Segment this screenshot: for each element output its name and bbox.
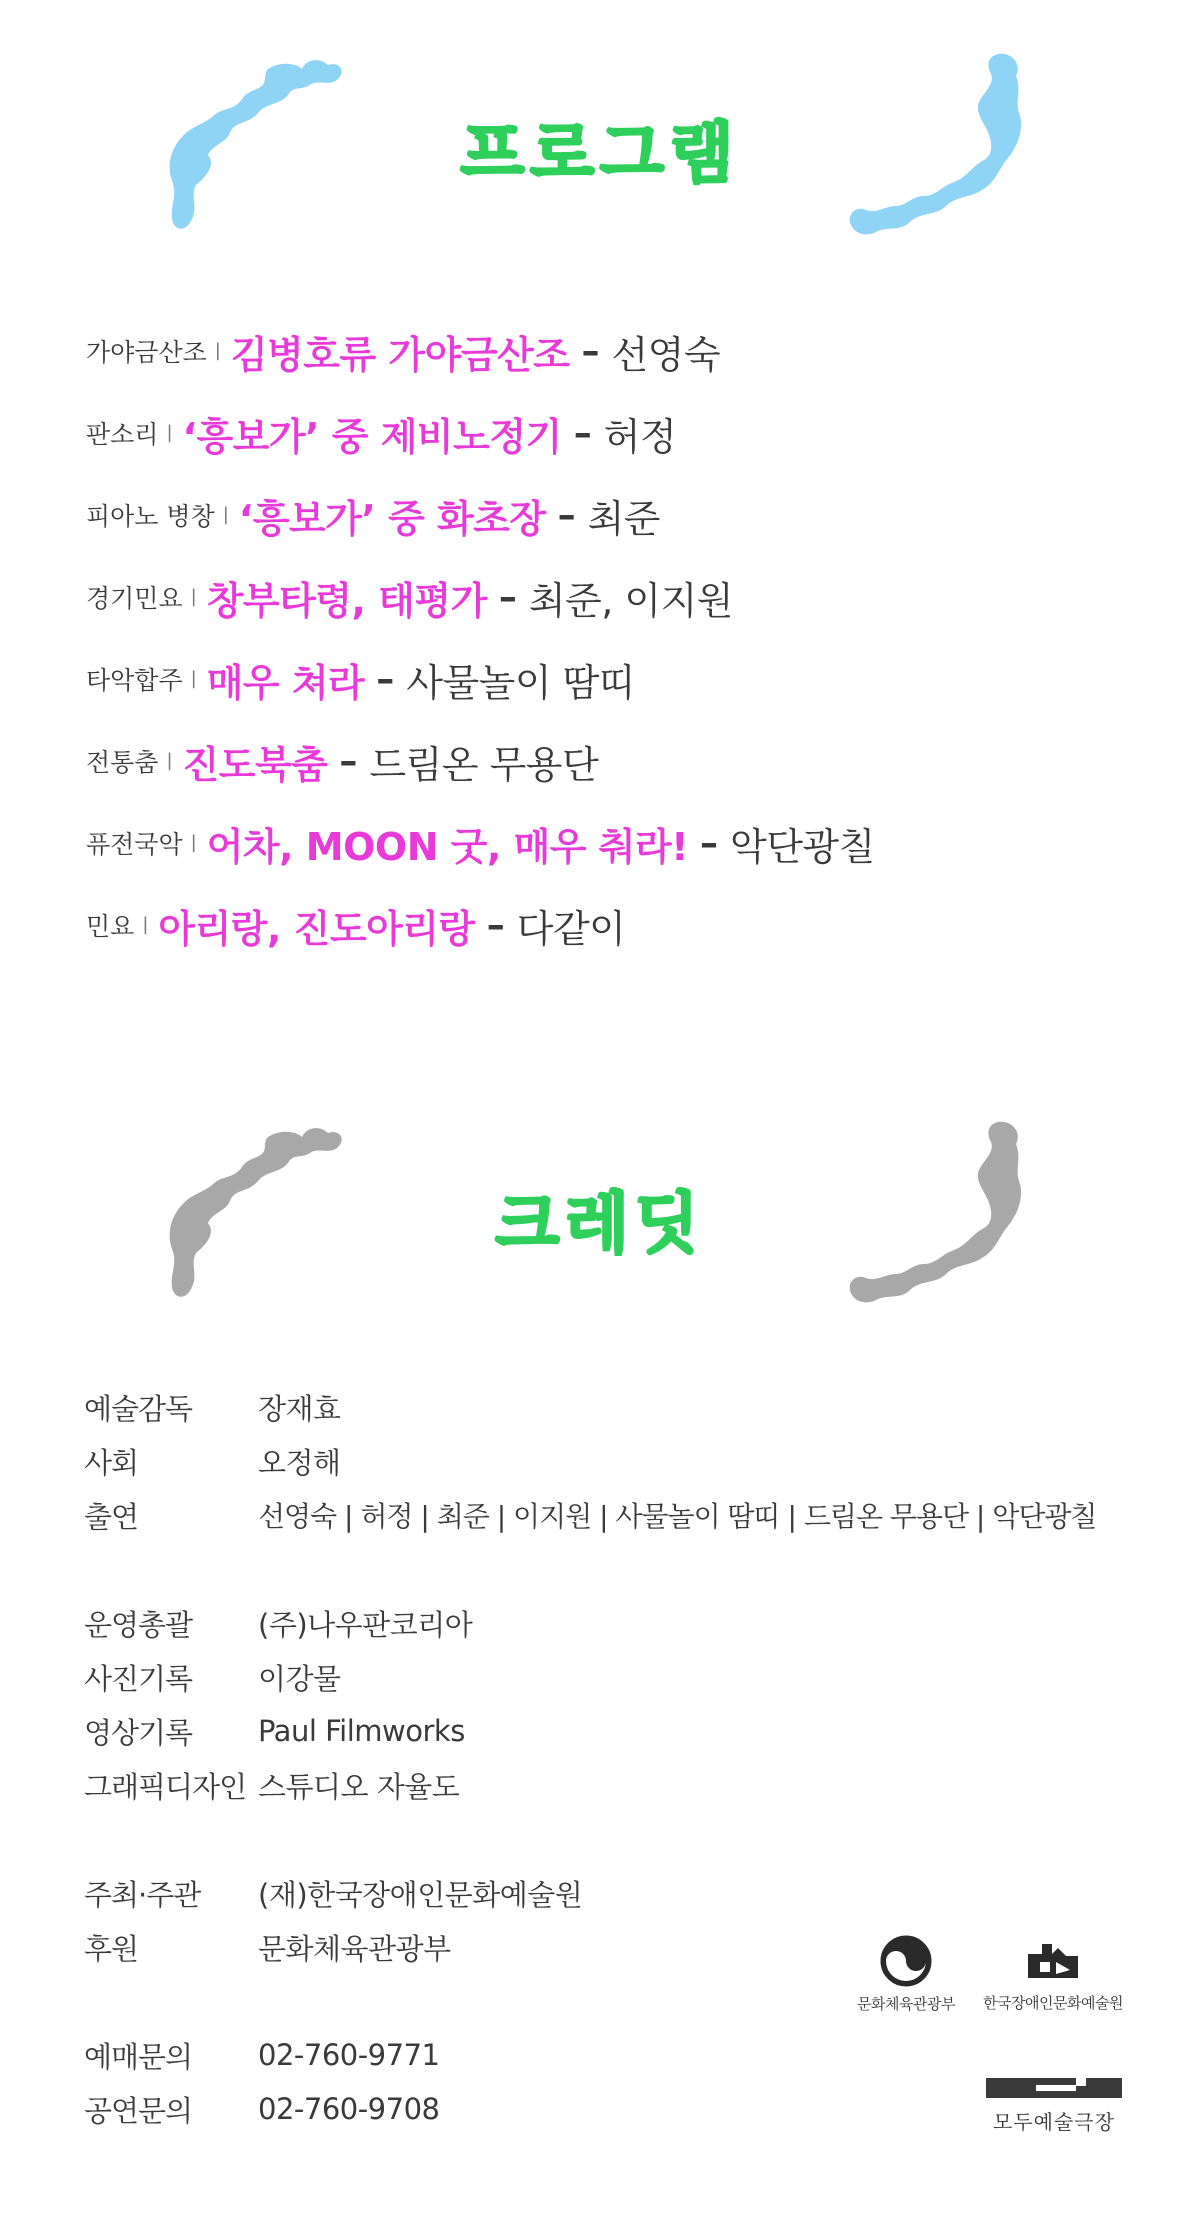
program-genre: 판소리 [86, 420, 159, 449]
program-genre: 타악합주 [86, 666, 183, 695]
separator: | [222, 503, 229, 525]
program-performer: 악단광칠 [730, 824, 875, 869]
program-genre: 가야금산조 [86, 338, 207, 367]
dash: – [339, 740, 358, 782]
credit-value: 이강물 [258, 1661, 341, 1696]
program-genre: 퓨전국악 [86, 830, 183, 859]
program-performer: 사물놀이 땀띠 [406, 660, 636, 705]
program-title: 어차, MOON 굿, 매우 춰라! [206, 824, 688, 869]
program-item [86, 392, 1166, 474]
program-item [86, 884, 1166, 966]
separator: | [166, 421, 173, 443]
credits-list [84, 1380, 1164, 2136]
credit-label: 사진기록 [84, 1661, 193, 1696]
program-item [86, 474, 1166, 556]
credit-label: 공연문의 [84, 2093, 193, 2128]
credit-row [84, 1488, 1164, 1542]
separator: | [190, 667, 197, 689]
credit-row [84, 1758, 1164, 1812]
dash: – [486, 904, 505, 946]
credit-value: 장재효 [258, 1391, 341, 1426]
separator: | [190, 831, 197, 853]
credit-row [84, 1596, 1164, 1650]
program-item [86, 720, 1166, 802]
credit-value: (주)나우판코리아 [258, 1607, 473, 1642]
credit-value: 스튜디오 자율도 [258, 1769, 460, 1804]
program-performer: 다같이 [516, 906, 626, 951]
credit-label: 예매문의 [84, 2039, 193, 2074]
credit-label: 주최·주관 [84, 1877, 201, 1912]
program-title: 아리랑, 진도아리랑 [158, 906, 475, 951]
credit-section-title: 크레딧 [495, 1185, 705, 1262]
program-performer: 드림온 무용단 [369, 742, 599, 787]
credit-label: 운영총괄 [84, 1607, 193, 1642]
program-title: ‘흥보가’ 중 화초장 [238, 496, 546, 541]
program-performer: 최준, 이지원 [528, 578, 734, 623]
dash: – [498, 576, 517, 618]
credit-label: 출연 [84, 1499, 139, 1534]
credit-row [84, 1380, 1164, 1434]
program-item [86, 556, 1166, 638]
program-title: 김병호류 가야금산조 [230, 332, 570, 377]
dash: – [700, 822, 718, 864]
credit-value: 선영숙 | 허정 | 최준 | 이지원 | 사물놀이 땀띠 | 드림온 무용단 | 악단광칠 [258, 1500, 1097, 1533]
program-section-title: 프로그램 [460, 115, 740, 192]
separator: | [142, 913, 149, 935]
program-title: 진도북춤 [182, 742, 328, 787]
program-item [86, 638, 1166, 720]
program-title: 창부타령, 태평가 [206, 578, 487, 623]
modu-logo-caption: 모두예술극장 [993, 2110, 1115, 2134]
program-performer: 최준 [587, 496, 660, 541]
credit-value: Paul Filmworks [258, 1714, 465, 1748]
program-performer: 허정 [603, 414, 677, 459]
credit-row [84, 1866, 1164, 1920]
program-item [86, 802, 1166, 884]
credit-row [84, 1704, 1164, 1758]
kdac-logo [978, 1940, 1128, 2013]
mcst-logo-caption: 문화체육관광부 [857, 1995, 955, 2013]
modu-logo-icon [986, 2076, 1122, 2100]
program-item [86, 310, 1166, 392]
credit-row [84, 1650, 1164, 1704]
credit-label: 후원 [84, 1931, 139, 1966]
mcst-logo [846, 1935, 966, 2014]
credit-label: 영상기록 [84, 1715, 193, 1750]
dash: – [573, 412, 592, 454]
program-genre: 전통춤 [86, 748, 159, 777]
modu-logo [986, 2076, 1122, 2135]
program-title: 매우 쳐라 [206, 660, 365, 705]
program-genre: 경기민요 [86, 584, 183, 613]
credit-value: 오정해 [258, 1445, 341, 1480]
program-genre: 민요 [86, 912, 135, 941]
credit-value: 02-760-9708 [258, 2092, 440, 2126]
kdac-logo-icon [1024, 1940, 1082, 1984]
credit-value: 문화체육관광부 [258, 1931, 451, 1966]
credit-value: 02-760-9771 [258, 2038, 440, 2072]
credit-label: 사회 [84, 1445, 139, 1480]
program-genre: 피아노 병창 [86, 502, 215, 531]
program-title: ‘흥보가’ 중 제비노정기 [182, 414, 562, 459]
separator: | [166, 749, 173, 771]
dash: – [557, 494, 576, 536]
taegeuk-logo-icon [880, 1935, 932, 1987]
credit-row [84, 1434, 1164, 1488]
separator: | [214, 339, 221, 361]
credit-label: 그래픽디자인 [84, 1769, 247, 1804]
credit-row [84, 2028, 1164, 2082]
credit-value: (재)한국장애인문화예술원 [258, 1877, 583, 1912]
kdac-logo-caption: 한국장애인문화예술원 [983, 1994, 1123, 2012]
dash: – [581, 330, 600, 372]
credit-label: 예술감독 [84, 1391, 193, 1426]
separator: | [190, 585, 197, 607]
dash: – [376, 658, 395, 700]
program-performer: 선영숙 [611, 332, 721, 377]
program-list [86, 310, 1166, 966]
